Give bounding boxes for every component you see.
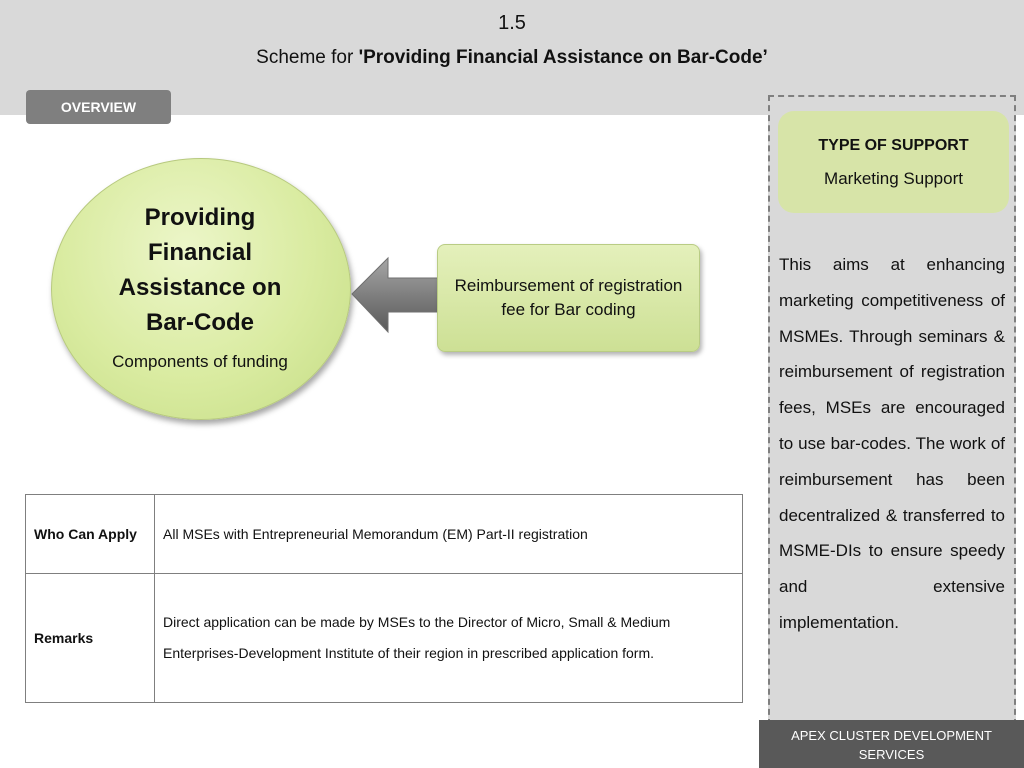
table-row bbox=[26, 495, 743, 574]
main-component-title: Providing Financial Assistance on Bar-Code bbox=[118, 204, 282, 336]
row-value: All MSEs with Entrepreneurial Memorandum (EM) Part-II registration bbox=[155, 495, 743, 574]
component-text: Reimbursement of registration fee for Bar coding bbox=[454, 276, 683, 319]
component-box bbox=[437, 244, 700, 352]
left-arrow-icon bbox=[350, 256, 440, 334]
title-bold: 'Providing Financial Assistance on Bar-Code’ bbox=[358, 47, 768, 68]
footer-branding: APEX CLUSTER DEVELOPMENT SERVICES bbox=[759, 720, 1024, 768]
slide-title bbox=[0, 47, 1024, 69]
support-title: TYPE OF SUPPORT bbox=[818, 137, 969, 154]
table-row bbox=[26, 574, 743, 703]
row-label: Who Can Apply bbox=[26, 495, 155, 574]
title-prefix: Scheme for bbox=[256, 47, 359, 68]
row-label: Remarks bbox=[26, 574, 155, 703]
overview-tab[interactable]: OVERVIEW bbox=[26, 90, 171, 124]
main-component-subtitle: Components of funding bbox=[112, 352, 288, 371]
info-table bbox=[25, 494, 743, 703]
row-value: Direct application can be made by MSEs to the Director of Micro, Small & Medium Enterprises-Development Institute of their region in prescribed application form. bbox=[155, 574, 743, 703]
scheme-description: This aims at enhancing marketing competitiveness of MSMEs. Through seminars & reimbursement of registration fees, MSEs are encouraged to use bar-codes. The work of reimbursement has been decentralized & transferred to MSME-DIs to ensure speedy and extensive implementation. bbox=[779, 255, 1005, 632]
support-value: Marketing Support bbox=[824, 169, 963, 188]
type-of-support-box bbox=[778, 111, 1009, 213]
slide-number: 1.5 bbox=[498, 12, 526, 34]
